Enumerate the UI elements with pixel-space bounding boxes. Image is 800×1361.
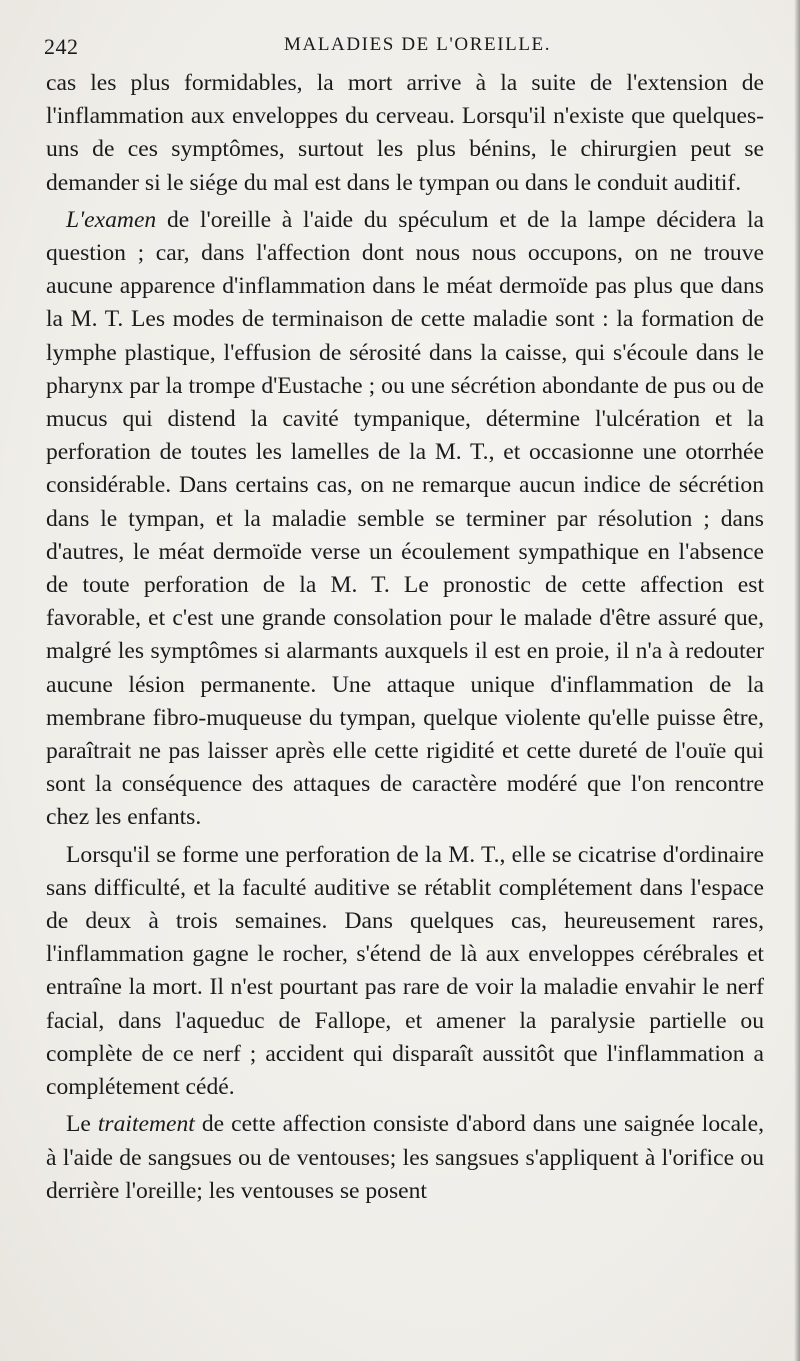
paragraph-traitement — [46, 1108, 764, 1208]
paragraph-text: Le — [66, 1111, 98, 1138]
paragraph-text: de cette affection consiste d'abord dans une saignée locale, à l'aide de sangsues ou de ventouses; les sangsues s'appliquent à l'orifice ou derrière l'oreille; les ventouses se posent — [46, 1111, 764, 1204]
page-edge-shadow — [794, 0, 800, 1361]
page-number: 242 — [44, 34, 79, 59]
emphasis-traitement: traitement — [97, 1111, 195, 1138]
page-header — [44, 28, 724, 62]
emphasis-examen: L'examen — [66, 206, 157, 233]
paragraph-continuation — [46, 67, 764, 200]
paragraph-text: cas les plus formidables, la mort arrive à la suite de l'extension de l'inflammation aux enveloppes du cerveau. Lorsqu'il n'existe que quelques-uns de ces symptômes, surtout les plus bénins, le chirurgien peut se demander si le siége du mal est dans le tympan ou dans le conduit auditif. — [46, 70, 764, 196]
running-head: MALADIES DE L'OREILLE. — [284, 34, 552, 55]
paragraph-text: de l'oreille à l'aide du spéculum et de la lampe décidera la question ; car, dans l'affection dont nous nous occupons, on ne trouve aucune apparence d'inflammation dans le méat dermoïde pas plus que dans la M. T. Les modes de terminaison de cette maladie sont : la formation de lymphe plastique, l'effusion de sérosité dans la caisse, qui s'écoule dans le pharynx par la trompe d'Eustache ; ou une sécrétion abondante de pus ou de mucus qui distend la cavité tympanique, détermine l'ulcération et la perforation de toutes les lamelles de la M. T., et occasionne une otorrhée considérable. Dans certains cas, on ne remarque aucun indice de sécrétion dans le tympan, et la maladie semble se terminer par résolution ; dans d'autres, le méat dermoïde verse un écoulement sympathique en l'absence de toute perforation de la M. T. Le pronostic de cette affection est favorable, et c'est une grande consolation pour le malade d'être assuré que, malgré les symptômes si alarmants auxquels il est en proie, il n'a à redouter aucune lésion permanente. Une attaque unique d'inflammation de la membrane fibro-muqueuse du tympan, quelque violente qu'elle puisse être, paraîtrait ne pas laisser après elle cette rigidité et cette dureté de l'ouïe qui sont la conséquence des attaques de caractère modéré que l'on rencontre chez les enfants. — [46, 206, 764, 831]
body-text — [46, 67, 764, 1208]
paragraph-perforation — [46, 839, 764, 1105]
paragraph-text: Lorsqu'il se forme une perforation de la M. T., elle se cicatrise d'ordinaire sans difficulté, et la faculté auditive se rétablit complétement dans l'espace de deux à trois semaines. Dans quelques cas, heureusement rares, l'inflammation gagne le rocher, s'étend de là aux enveloppes cérébrales et entraîne la mort. Il n'est pourtant pas rare de voir la maladie envahir le nerf facial, dans l'aqueduc de Fallope, et amener la paralysie partielle ou complète de ce nerf ; accident qui disparaît aussitôt que l'inflammation a complétement cédé. — [46, 841, 764, 1101]
paragraph-examen — [46, 204, 764, 835]
